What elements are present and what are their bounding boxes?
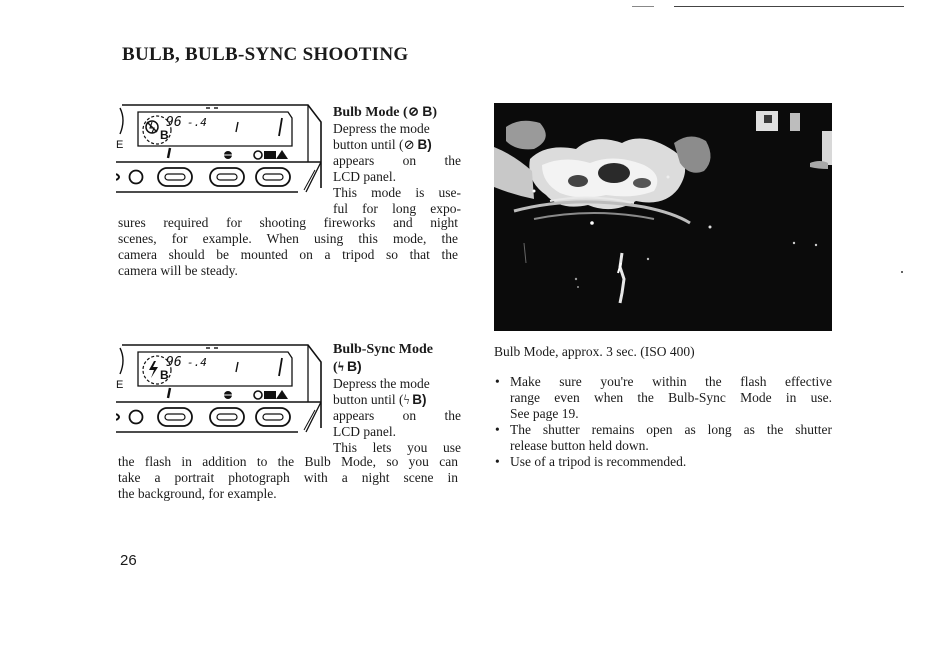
- lcd-digits: 96: [166, 355, 182, 370]
- lcd-mode-letter: B: [160, 128, 169, 142]
- lcd-dial-circle: [130, 411, 143, 424]
- flash-icon: ϟ: [403, 392, 410, 407]
- lcd-button-right: [256, 408, 290, 426]
- battery-icon: [254, 151, 276, 159]
- page-title: BULB, BULB-SYNC SHOOTING: [122, 44, 409, 65]
- flash-off-icon: ⊘: [407, 105, 420, 120]
- flash-off-icon: ⊘: [403, 137, 415, 152]
- bulb-sync-heading: Bulb-Sync Mode: [333, 342, 433, 357]
- night-fireworks-photo: [494, 103, 832, 331]
- bullet-icon: •: [495, 422, 500, 437]
- bulb-sync-side-line: button until (ϟ B): [333, 392, 427, 407]
- lcd-button-right: [256, 168, 290, 186]
- list-item: • Use of a tripod is recommended.: [495, 454, 687, 469]
- lcd-digit-suffix: -.4: [187, 356, 207, 369]
- bulb-sync-side-text: [333, 342, 461, 456]
- bullet-icon: •: [495, 454, 500, 469]
- film-icon: [276, 390, 288, 399]
- bulb-mode-side-line: button until (⊘ B): [333, 137, 432, 152]
- bulb-mode-side-line: ful for long expo-: [333, 201, 461, 216]
- bulb-mode-body-text: sures required for shooting fireworks and night scenes, for example. When using this mode, the camera should be mounted on a tripod so that the camera will be steady.: [118, 215, 458, 278]
- flash-icon: ϟ: [337, 360, 345, 375]
- photo-image: [494, 103, 832, 331]
- bulb-mode-heading: Bulb Mode (⊘ B): [333, 103, 438, 120]
- bulb-mode-side-line: appears on the: [333, 153, 461, 168]
- lcd-panel-bulb-illustration: [116, 100, 331, 204]
- flash-icon: [222, 151, 234, 159]
- lcd-button-left: [158, 168, 192, 186]
- bulb-sync-side-line: appears on the: [333, 408, 461, 423]
- film-icon: [276, 150, 288, 159]
- flash-off-icon: [146, 121, 158, 133]
- page-number: 26: [120, 552, 137, 569]
- lcd-digits: 96: [166, 115, 182, 130]
- lcd-button-left: [158, 408, 192, 426]
- lcd-panel-bulb-sync-illustration: [116, 340, 331, 444]
- bulb-sync-body-text: the flash in addition to the Bulb Mode, so you can take a portrait photograph with a night scene in the background, for example.: [118, 454, 458, 501]
- flash-icon: [222, 391, 234, 399]
- list-item: • Make sure you're within the flash effective range even when the Bulb-Sync Mode in use. See page 19.: [495, 374, 832, 421]
- notes-list: [494, 374, 832, 470]
- list-item: • The shutter remains open as long as the shutter release button held down.: [495, 422, 832, 453]
- bulb-mode-side-line: Depress the mode: [333, 121, 430, 136]
- bulb-sync-heading-line2: (ϟ B): [333, 358, 362, 375]
- bulb-mode-side-text: [333, 103, 461, 217]
- flash-icon: [149, 361, 158, 378]
- svg-text:E: E: [116, 379, 124, 391]
- bullet-icon: •: [495, 374, 500, 389]
- bulb-mode-side-line: This mode is use-: [333, 185, 461, 200]
- header-rule-short: [632, 6, 654, 7]
- battery-icon: [254, 391, 276, 399]
- lcd-digit-suffix: -.4: [187, 116, 207, 129]
- bulb-sync-side-line: LCD panel.: [333, 424, 396, 439]
- lcd-dial-circle: [130, 171, 143, 184]
- bulb-mode-side-line: LCD panel.: [333, 169, 396, 184]
- lcd-button-middle: [210, 168, 244, 186]
- bulb-sync-side-line: This lets you use: [333, 440, 461, 455]
- lcd-button-middle: [210, 408, 244, 426]
- stray-mark: [901, 271, 903, 273]
- header-rule: [674, 6, 904, 7]
- lcd-mode-letter: B: [160, 368, 169, 382]
- bulb-sync-side-line: Depress the mode: [333, 376, 430, 391]
- photo-caption: Bulb Mode, approx. 3 sec. (ISO 400): [494, 344, 695, 359]
- svg-text:E: E: [116, 139, 124, 151]
